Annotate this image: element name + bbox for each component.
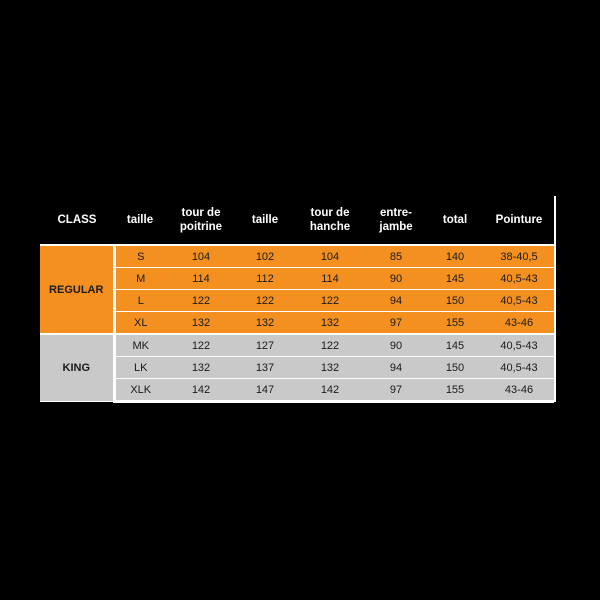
table-row xyxy=(40,268,554,290)
table-cell: 145 xyxy=(426,268,484,290)
class-label-regular: REGULAR xyxy=(40,245,114,334)
header-row xyxy=(40,196,554,245)
table-cell: 150 xyxy=(426,357,484,379)
table-cell: 140 xyxy=(426,245,484,268)
header-taille: taille xyxy=(114,196,166,245)
table-cell: 97 xyxy=(366,312,426,335)
table-cell: 132 xyxy=(294,357,366,379)
table-cell: S xyxy=(114,245,166,268)
table-cell: 142 xyxy=(166,379,236,402)
table-cell: 102 xyxy=(236,245,294,268)
table-row xyxy=(40,334,554,357)
table-cell: 85 xyxy=(366,245,426,268)
table-cell: 145 xyxy=(426,334,484,357)
table-cell: 132 xyxy=(166,312,236,335)
table-cell: 112 xyxy=(236,268,294,290)
table-body xyxy=(40,245,554,402)
table-cell: 150 xyxy=(426,290,484,312)
table-cell: 147 xyxy=(236,379,294,402)
table-cell: MK xyxy=(114,334,166,357)
table-row xyxy=(40,357,554,379)
table-cell: 43-46 xyxy=(484,379,554,402)
header-tour-de-poitrine: tour de poitrine xyxy=(166,196,236,245)
table-row xyxy=(40,312,554,335)
table-cell: 40,5-43 xyxy=(484,290,554,312)
table-cell: 122 xyxy=(294,290,366,312)
table-cell: 155 xyxy=(426,312,484,335)
table-cell: 122 xyxy=(294,334,366,357)
table-cell: 94 xyxy=(366,290,426,312)
table-cell: LK xyxy=(114,357,166,379)
table-cell: 90 xyxy=(366,268,426,290)
header-entre-jambe: entre- jambe xyxy=(366,196,426,245)
header-total: total xyxy=(426,196,484,245)
table-cell: 114 xyxy=(166,268,236,290)
size-chart-table xyxy=(40,196,554,403)
table-cell: 132 xyxy=(166,357,236,379)
table-cell: 43-46 xyxy=(484,312,554,335)
header-taille-2: taille xyxy=(236,196,294,245)
header-class: CLASS xyxy=(40,196,114,245)
table-cell: 40,5-43 xyxy=(484,357,554,379)
table-cell: 94 xyxy=(366,357,426,379)
table-cell: XL xyxy=(114,312,166,335)
table-row xyxy=(40,290,554,312)
table-cell: M xyxy=(114,268,166,290)
table-cell: 122 xyxy=(166,290,236,312)
table-cell: 104 xyxy=(294,245,366,268)
table-cell: 90 xyxy=(366,334,426,357)
header-tour-de-hanche: tour de hanche xyxy=(294,196,366,245)
table-cell: 122 xyxy=(166,334,236,357)
table-cell: XLK xyxy=(114,379,166,402)
table-cell: 40,5-43 xyxy=(484,268,554,290)
table-cell: 97 xyxy=(366,379,426,402)
table-cell: 114 xyxy=(294,268,366,290)
table-row xyxy=(40,379,554,402)
header-pointure: Pointure xyxy=(484,196,554,245)
table-cell: 127 xyxy=(236,334,294,357)
table-cell: 132 xyxy=(294,312,366,335)
table-cell: 104 xyxy=(166,245,236,268)
table-cell: 122 xyxy=(236,290,294,312)
class-label-king: KING xyxy=(40,334,114,402)
table-cell: 38-40,5 xyxy=(484,245,554,268)
table-cell: 155 xyxy=(426,379,484,402)
table-row xyxy=(40,245,554,268)
table-cell: 142 xyxy=(294,379,366,402)
table-cell: 137 xyxy=(236,357,294,379)
table-cell: L xyxy=(114,290,166,312)
table-cell: 132 xyxy=(236,312,294,335)
table-cell: 40,5-43 xyxy=(484,334,554,357)
